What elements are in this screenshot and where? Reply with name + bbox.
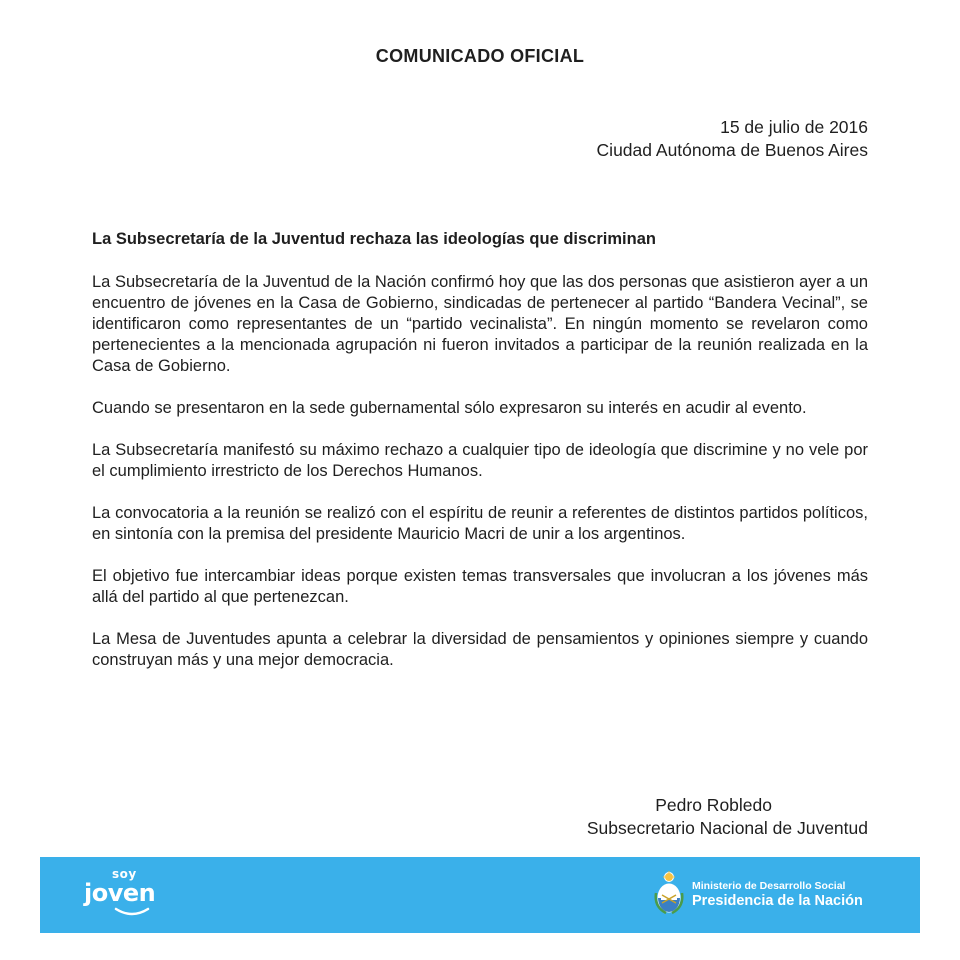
- footer-banner: [40, 857, 920, 933]
- paragraph-5: El objetivo fue intercambiar ideas porque existen temas transversales que involucran a los jóvenes más allá del partido al que pertenezcan.: [92, 567, 868, 606]
- signature-block: [587, 794, 868, 840]
- soy-joven-logo: [84, 867, 174, 923]
- paragraph-2: Cuando se presentaron en la sede gubernamental sólo expresaron su interés en acudir al evento.: [92, 399, 807, 417]
- body-text: [92, 272, 868, 692]
- signature-name: Pedro Robledo: [655, 795, 772, 815]
- paragraph-3: La Subsecretaría manifestó su máximo rechazo a cualquier tipo de ideología que discrimine y no vele por el cumplimiento irrestricto de los Derechos Humanos.: [92, 441, 868, 480]
- logo-joven-text: joven: [84, 879, 156, 907]
- coat-of-arms-icon: [654, 871, 684, 917]
- document-date: 15 de julio de 2016: [720, 117, 868, 137]
- paragraph-1: La Subsecretaría de la Juventud de la Nación confirmó hoy que las dos personas que asistieron ayer a un encuentro de jóvenes en la Casa de Gobierno, sindicadas de pertenecer al partido “Bandera Vecinal”, se identificaron como representantes de un “partido vecinalista”. En ningún momento se revelaron como pertenecientes a la mencionada agrupación ni fueron invitados a participar de la reunión realizada en la Casa de Gobierno.: [92, 273, 868, 375]
- paragraph-4: La convocatoria a la reunión se realizó con el espíritu de reunir a referentes de distintos partidos políticos, en sintonía con la premisa del presidente Mauricio Macri de unir a los argentinos.: [92, 504, 868, 543]
- document-place: Ciudad Autónoma de Buenos Aires: [596, 140, 868, 160]
- headline: La Subsecretaría de la Juventud rechaza las ideologías que discriminan: [92, 230, 656, 248]
- logo-soy-text: soy: [112, 867, 137, 881]
- presidency-name: Presidencia de la Nación: [692, 893, 863, 909]
- ministry-name: Ministerio de Desarrollo Social: [692, 880, 846, 892]
- ministry-logo: [654, 871, 894, 921]
- date-place-block: [597, 116, 868, 162]
- signature-role: Subsecretario Nacional de Juventud: [586, 818, 868, 838]
- document-title: COMUNICADO OFICIAL: [375, 46, 585, 66]
- smile-icon: [114, 907, 150, 917]
- paragraph-6: La Mesa de Juventudes apunta a celebrar la diversidad de pensamientos y opiniones siempre y cuando construyan más y una mejor democracia.: [92, 630, 868, 669]
